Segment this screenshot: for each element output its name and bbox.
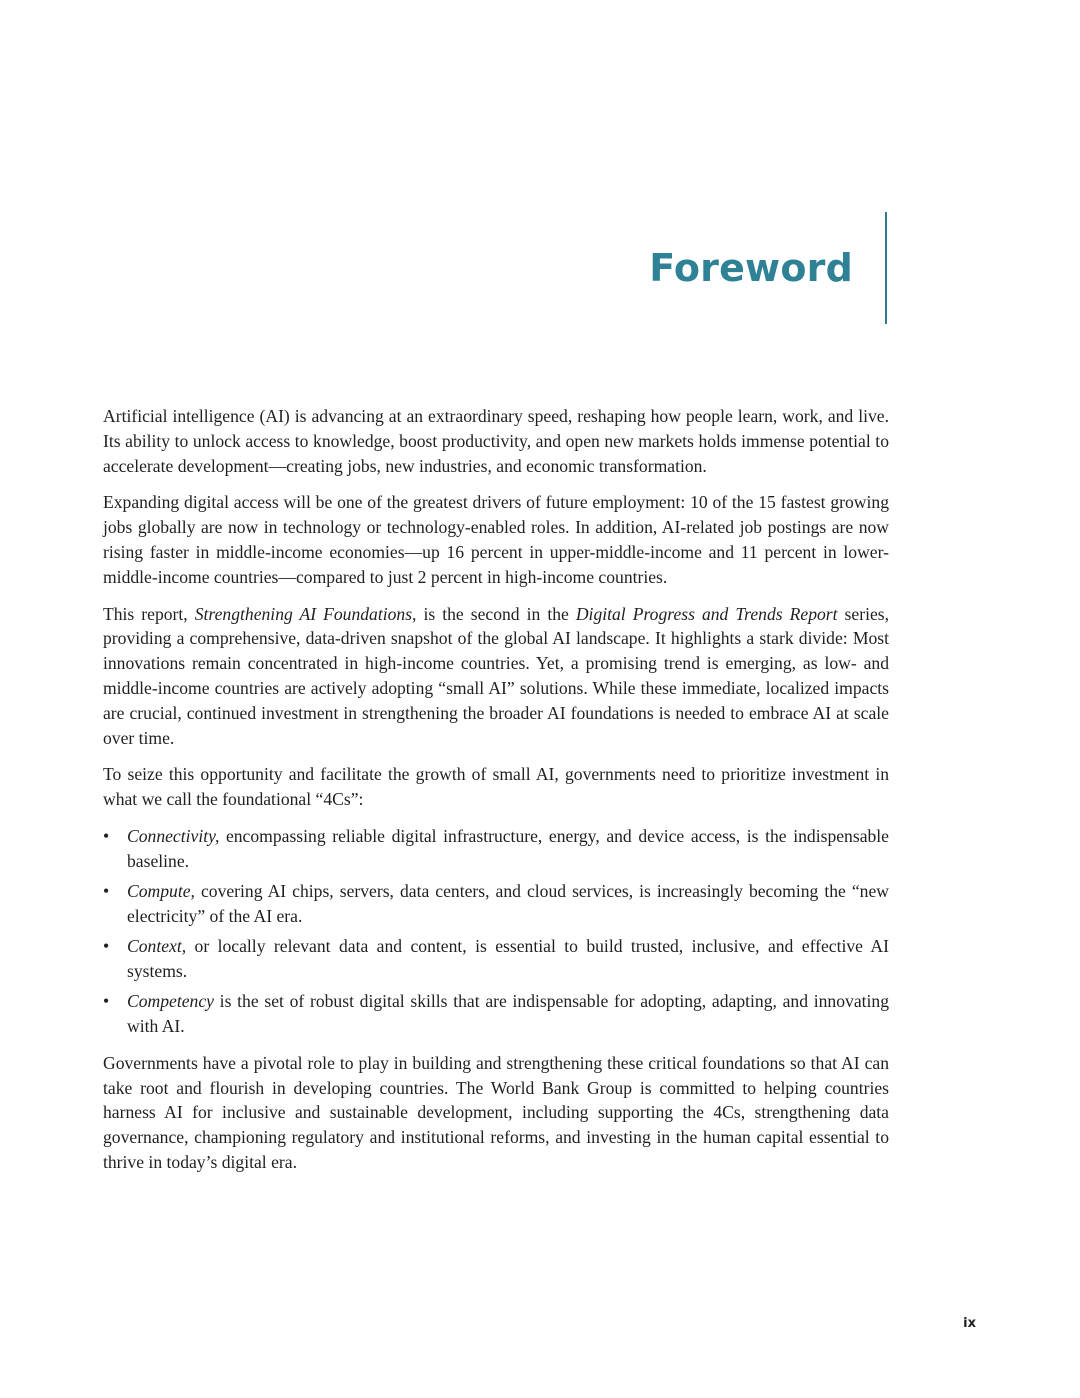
- list-item-competency: [103, 989, 889, 1039]
- paragraph-employment: Expanding digital access will be one of the greatest drivers of future employment: 10 of the 15 fastest growing jobs globally are now in technology or technology-enabled roles. In addition, AI-related job postings are now rising faster in middle-income economies—up 16 percent in upper-middle-income and 11 percent in lower-middle-income countries—compared to just 2 percent in high-income countries.: [103, 492, 889, 587]
- series-title: Digital Progress and Trends Report: [575, 603, 838, 624]
- paragraph-report-text-c: series, providing a comprehensive, data-driven snapshot of the global AI landscape. It highlights a stark divide: Most innovations remain concentrated in high-income countries. Yet, a promising trend is emerging, as low- and middle-income countries are actively adopting “small AI” solutions. While these immediate, localized impacts are crucial, continued investment in strengthening the broader AI foundations is needed to embrace AI at scale over time.: [103, 603, 890, 748]
- bullet-term: Compute,: [127, 881, 195, 902]
- foreword-body: [103, 404, 889, 1187]
- list-item-context: [103, 934, 889, 984]
- paragraph-report: [103, 602, 889, 751]
- four-cs-list: [103, 824, 889, 1039]
- page-title: Foreword: [649, 246, 853, 290]
- bullet-term: Competency: [127, 991, 214, 1012]
- title-block: [649, 212, 887, 324]
- bullet-text: covering AI chips, servers, data centers, and cloud services, is increasingly becoming the “new electricity” of the AI era.: [127, 881, 889, 926]
- bullet-text: or locally relevant data and content, is essential to build trusted, inclusive, and effective AI systems.: [127, 936, 889, 981]
- list-item-compute: [103, 879, 889, 929]
- bullet-text: encompassing reliable digital infrastructure, energy, and device access, is the indispensable baseline.: [127, 825, 889, 871]
- report-title: Strengthening AI Foundations,: [194, 603, 417, 624]
- paragraph-report-text-a: This report,: [103, 603, 195, 624]
- page-number: ix: [963, 1316, 976, 1331]
- paragraph-governments: Governments have a pivotal role to play in building and strengthening these critical foundations so that AI can take root and flourish in developing countries. The World Bank Group is committed to helping countries harness AI for inclusive and sustainable development, including supporting the 4Cs, strengthening data governance, championing regulatory and institutional reforms, and investing in the human capital essential to thrive in today’s digital era.: [103, 1052, 889, 1173]
- paragraph-report-text-b: is the second in the: [416, 603, 576, 624]
- bullet-text: is the set of robust digital skills that are indispensable for adopting, adapting, and innovating with AI.: [127, 991, 889, 1037]
- bullet-term: Context,: [127, 936, 187, 957]
- paragraph-intro: Artificial intelligence (AI) is advancing at an extraordinary speed, reshaping how people learn, work, and live. Its ability to unlock access to knowledge, boost productivity, and open new markets holds immense potential to accelerate development—creating jobs, new industries, and economic transformation.: [103, 406, 889, 476]
- paragraph-4cs-intro: To seize this opportunity and facilitate the growth of small AI, governments need to prioritize investment in what we call the foundational “4Cs”:: [103, 764, 889, 810]
- list-item-connectivity: [103, 824, 889, 874]
- bullet-term: Connectivity,: [127, 825, 220, 846]
